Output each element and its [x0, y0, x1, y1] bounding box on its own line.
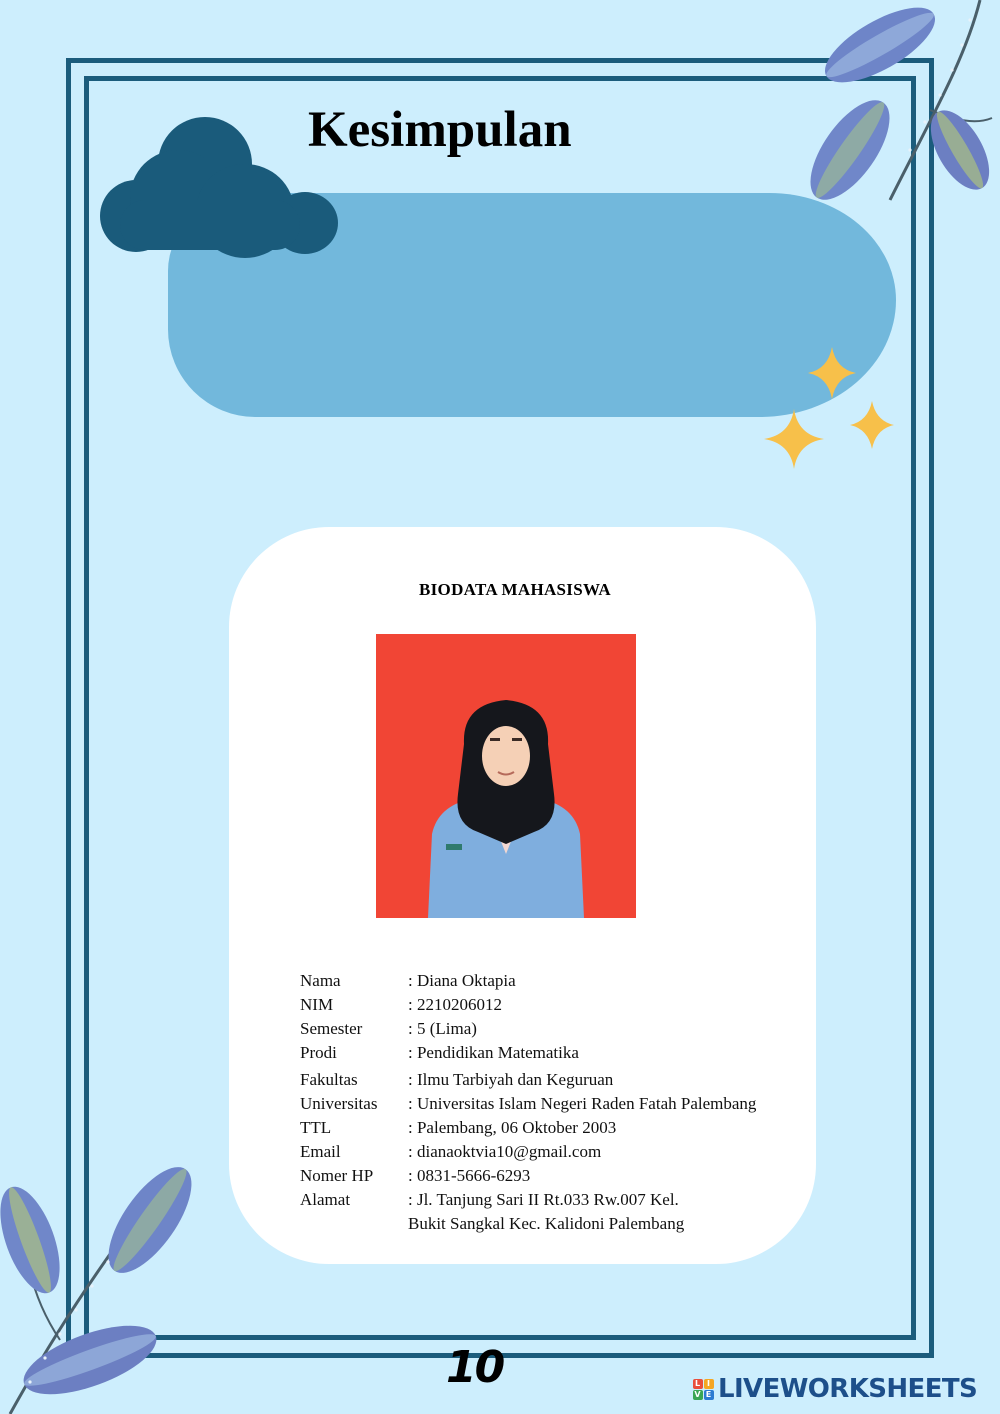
page-title: Kesimpulan	[308, 102, 572, 158]
liveworksheets-brand	[692, 1372, 977, 1406]
biodata-label: Fakultas	[300, 1070, 358, 1089]
biodata-row-semester	[300, 1017, 808, 1041]
biodata-address-continued: Bukit Sangkal Kec. Kalidoni Palembang	[408, 1214, 685, 1233]
biodata-value: : Ilmu Tarbiyah dan Keguruan	[408, 1070, 614, 1089]
biodata-label: NIM	[300, 995, 334, 1014]
biodata-label: Alamat	[300, 1190, 351, 1209]
biodata-row-email	[300, 1140, 808, 1164]
biodata-value: : Pendidikan Matematika	[408, 1043, 579, 1062]
biodata-row-fakultas	[300, 1068, 808, 1092]
brand-name: LIVEWORKSHEETS	[718, 1374, 978, 1404]
biodata-value: : Palembang, 06 Oktober 2003	[408, 1118, 617, 1137]
logo-letter: L	[693, 1379, 703, 1389]
biodata-row-prodi	[300, 1041, 808, 1065]
biodata-value: : 5 (Lima)	[408, 1019, 477, 1038]
biodata-heading: BIODATA MAHASISWA	[419, 580, 611, 599]
biodata-value: : Universitas Islam Negeri Raden Fatah Palembang	[408, 1094, 757, 1113]
biodata-value: : Jl. Tanjung Sari II Rt.033 Rw.007 Kel.	[408, 1190, 679, 1209]
page-number: 10	[446, 1342, 504, 1393]
sparkle-icon	[760, 345, 900, 475]
biodata-label: Prodi	[300, 1043, 337, 1062]
biodata-value: : Diana Oktapia	[408, 971, 516, 990]
biodata-value: : dianaoktvia10@gmail.com	[408, 1142, 602, 1161]
logo-letter: V	[694, 1390, 701, 1399]
biodata-value: : 0831-5666-6293	[408, 1166, 531, 1185]
biodata-row-nomer-hp	[300, 1164, 808, 1188]
biodata-row-nama	[300, 969, 808, 993]
biodata-value: : 2210206012	[408, 995, 502, 1014]
liveworksheets-logo-icon	[692, 1378, 714, 1400]
logo-letter: E	[704, 1390, 714, 1400]
biodata-label: Nama	[300, 971, 341, 990]
biodata-row-nim	[300, 993, 808, 1017]
biodata-label: Semester	[300, 1019, 363, 1038]
logo-letter: I	[704, 1379, 714, 1389]
biodata-label: Universitas	[300, 1094, 378, 1113]
biodata-label: Email	[300, 1142, 341, 1161]
student-photo	[376, 634, 636, 918]
biodata-label: TTL	[300, 1118, 332, 1137]
biodata-row-universitas	[300, 1092, 808, 1116]
biodata-row-ttl	[300, 1116, 808, 1140]
biodata-table	[300, 969, 808, 1236]
leaves-bottom-left	[0, 1160, 230, 1414]
biodata-label: Nomer HP	[300, 1166, 374, 1185]
biodata-row-alamat	[300, 1188, 808, 1212]
